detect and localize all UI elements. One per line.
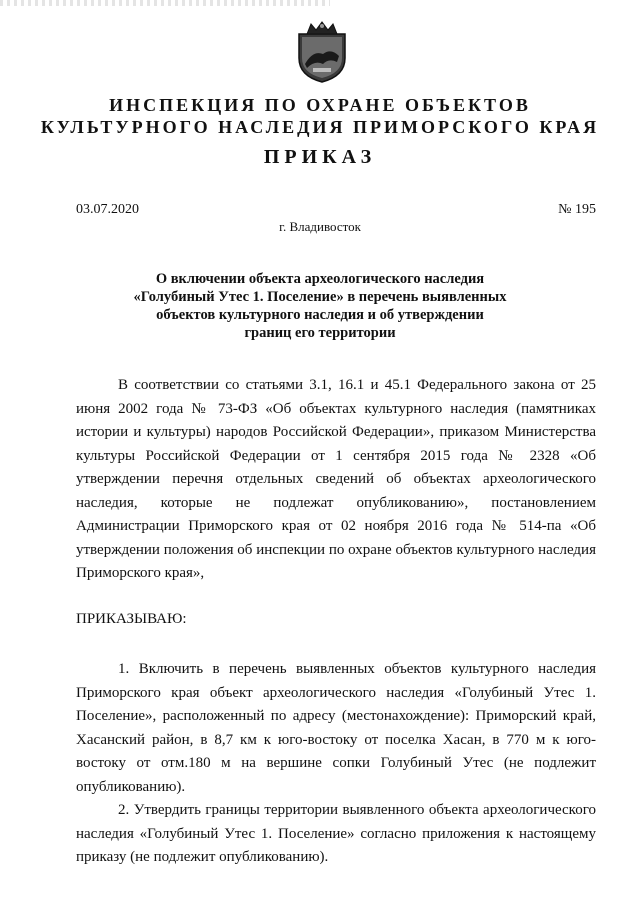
order-items — [76, 658, 596, 870]
document-number: № 195 — [558, 202, 596, 217]
order-item: 1. Включить в перечень выявленных объектов культурного наследия Приморского края объект археологического наследия «Голубиный Утес 1. Поселение», расположенный по адресу (местонахождение): Приморский край, Хасанский район, в 8,7 км к юго-востоку от поселка Хасан, в 770 м к юго-востоку от отм.180 м на вершине сопки Голубиный Утес (не подлежит опубликованию). — [76, 661, 596, 795]
document-date: 03.07.2020 — [76, 202, 139, 217]
order-word: ПРИКАЗЫВАЮ: — [76, 611, 187, 627]
document-city: г. Владивосток — [279, 219, 361, 234]
subject-line: границ его территории — [244, 325, 396, 341]
preamble-paragraph: В соответствии со статьями 3.1, 16.1 и 45.1 Федерального закона от 25 июня 2002 года № 73-ФЗ «Об объектах культурного наследия (памятниках истории и культуры) народов Российской Федерации», приказом Министерства культуры Российской Федерации от 1 сентября 2015 года № 2328 «Об утверждении перечня отдельных сведений об объектах археологического наследия, которые не подлежат опубликованию», постановлением Администрации Приморского края от 02 ноября 2016 года № 514-па «Об утверждении положения об инспекции по охране объектов культурного наследия Приморского края», — [76, 377, 596, 581]
order-item: 2. Утвердить границы территории выявленного объекта археологического наследия «Голубиный Утес 1. Поселение» согласно приложения к настоящему приказу (не подлежит опубликованию). — [76, 802, 596, 865]
document-subject — [110, 270, 530, 342]
organization-name-line1: ИНСПЕКЦИЯ ПО ОХРАНЕ ОБЪЕКТОВ — [109, 95, 531, 115]
coat-of-arms-icon — [293, 20, 351, 84]
scan-edge-artifact — [0, 0, 330, 6]
subject-line: объектов культурного наследия и об утверждении — [156, 307, 484, 323]
document-type: ПРИКАЗ — [263, 146, 377, 168]
subject-line: О включении объекта археологического наследия — [155, 271, 485, 287]
subject-line: «Голубиный Утес 1. Поселение» в перечень выявленных — [133, 289, 507, 305]
organization-name-line2: КУЛЬТУРНОГО НАСЛЕДИЯ ПРИМОРСКОГО КРАЯ — [40, 117, 600, 137]
